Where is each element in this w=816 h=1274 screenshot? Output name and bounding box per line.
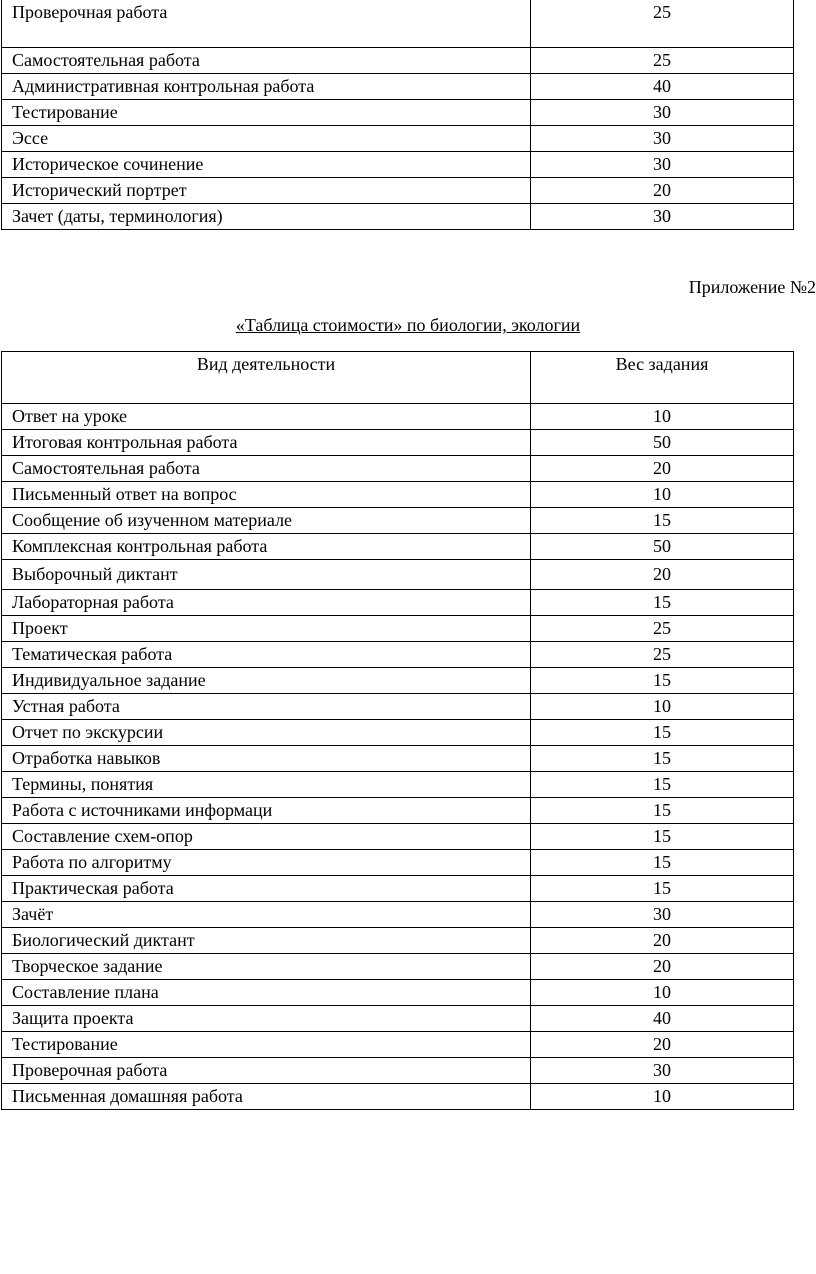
history-weights-table — [1, 0, 794, 230]
table-row — [2, 902, 794, 928]
activity-cell: Административная контрольная работа — [2, 74, 531, 100]
table-row — [2, 876, 794, 902]
table-row — [2, 534, 794, 560]
table-row — [2, 1084, 794, 1110]
table-row — [2, 980, 794, 1006]
weight-cell: 40 — [531, 1006, 794, 1032]
weight-cell: 10 — [531, 980, 794, 1006]
table-row — [2, 1032, 794, 1058]
activity-cell: Индивидуальное задание — [2, 668, 531, 694]
activity-cell: Зачет (даты, терминология) — [2, 204, 531, 230]
weight-cell: 15 — [531, 720, 794, 746]
table-row — [2, 404, 794, 430]
activity-cell: Лабораторная работа — [2, 590, 531, 616]
weight-cell: 30 — [531, 204, 794, 230]
table-row — [2, 508, 794, 534]
weight-cell: 20 — [531, 560, 794, 590]
weight-cell: 20 — [531, 178, 794, 204]
table-row — [2, 456, 794, 482]
activity-cell: Ответ на уроке — [2, 404, 531, 430]
activity-cell: Письменный ответ на вопрос — [2, 482, 531, 508]
weight-cell: 25 — [531, 0, 794, 48]
weight-cell: 10 — [531, 404, 794, 430]
weight-cell: 15 — [531, 850, 794, 876]
table-row — [2, 746, 794, 772]
table-row — [2, 126, 794, 152]
table-row — [2, 74, 794, 100]
activity-cell: Тестирование — [2, 1032, 531, 1058]
table-row — [2, 1006, 794, 1032]
table-row — [2, 694, 794, 720]
table-row — [2, 642, 794, 668]
activity-cell: Творческое задание — [2, 954, 531, 980]
weight-cell: 30 — [531, 152, 794, 178]
activity-cell: Работа с источниками информаци — [2, 798, 531, 824]
table-row — [2, 720, 794, 746]
table-row — [2, 0, 794, 48]
table-row — [2, 850, 794, 876]
weight-cell: 25 — [531, 616, 794, 642]
activity-cell: Эссе — [2, 126, 531, 152]
activity-cell: Письменная домашняя работа — [2, 1084, 531, 1110]
table-title: «Таблица стоимости» по биологии, экологии — [235, 315, 581, 335]
activity-cell: Историческое сочинение — [2, 152, 531, 178]
table-row — [2, 616, 794, 642]
activity-cell: Проект — [2, 616, 531, 642]
activity-cell: Исторический портрет — [2, 178, 531, 204]
column-header-activity: Вид деятельности — [2, 352, 531, 404]
activity-cell: Составление плана — [2, 980, 531, 1006]
table-row — [2, 204, 794, 230]
weight-cell: 15 — [531, 746, 794, 772]
table-row — [2, 482, 794, 508]
table-header-row — [2, 352, 794, 404]
weight-cell: 30 — [531, 1058, 794, 1084]
table-row — [2, 1058, 794, 1084]
activity-cell: Самостоятельная работа — [2, 48, 531, 74]
weight-cell: 25 — [531, 48, 794, 74]
weight-cell: 15 — [531, 668, 794, 694]
table-row — [2, 928, 794, 954]
activity-cell: Составление схем-опор — [2, 824, 531, 850]
table-row — [2, 100, 794, 126]
table-row — [2, 48, 794, 74]
weight-cell: 15 — [531, 798, 794, 824]
activity-cell: Тематическая работа — [2, 642, 531, 668]
activity-cell: Защита проекта — [2, 1006, 531, 1032]
column-header-weight: Вес задания — [531, 352, 794, 404]
table-row — [2, 954, 794, 980]
weight-cell: 30 — [531, 100, 794, 126]
table-row — [2, 772, 794, 798]
weight-cell: 15 — [531, 772, 794, 798]
activity-cell: Тестирование — [2, 100, 531, 126]
table-row — [2, 560, 794, 590]
activity-cell: Термины, понятия — [2, 772, 531, 798]
activity-cell: Проверочная работа — [2, 0, 531, 48]
weight-cell: 20 — [531, 456, 794, 482]
weight-cell: 40 — [531, 74, 794, 100]
weight-cell: 50 — [531, 430, 794, 456]
activity-cell: Устная работа — [2, 694, 531, 720]
activity-cell: Биологический диктант — [2, 928, 531, 954]
weight-cell: 50 — [531, 534, 794, 560]
table-row — [2, 824, 794, 850]
weight-cell: 10 — [531, 482, 794, 508]
activity-cell: Самостоятельная работа — [2, 456, 531, 482]
weight-cell: 15 — [531, 508, 794, 534]
weight-cell: 20 — [531, 928, 794, 954]
activity-cell: Отработка навыков — [2, 746, 531, 772]
activity-cell: Отчет по экскурсии — [2, 720, 531, 746]
activity-cell: Зачёт — [2, 902, 531, 928]
weight-cell: 20 — [531, 954, 794, 980]
activity-cell: Работа по алгоритму — [2, 850, 531, 876]
weight-cell: 25 — [531, 642, 794, 668]
weight-cell: 10 — [531, 1084, 794, 1110]
table-row — [2, 798, 794, 824]
weight-cell: 10 — [531, 694, 794, 720]
activity-cell: Практическая работа — [2, 876, 531, 902]
weight-cell: 30 — [531, 126, 794, 152]
table-row — [2, 430, 794, 456]
activity-cell: Проверочная работа — [2, 1058, 531, 1084]
activity-cell: Итоговая контрольная работа — [2, 430, 531, 456]
table-row — [2, 590, 794, 616]
weight-cell: 15 — [531, 590, 794, 616]
weight-cell: 15 — [531, 876, 794, 902]
activity-cell: Выборочный диктант — [2, 560, 531, 590]
table-row — [2, 178, 794, 204]
activity-cell: Сообщение об изученном материале — [2, 508, 531, 534]
activity-cell: Комплексная контрольная работа — [2, 534, 531, 560]
appendix-label: Приложение №2 — [688, 277, 816, 297]
table-row — [2, 668, 794, 694]
weight-cell: 30 — [531, 902, 794, 928]
weight-cell: 15 — [531, 824, 794, 850]
table-row — [2, 152, 794, 178]
biology-weights-table — [1, 351, 794, 1110]
weight-cell: 20 — [531, 1032, 794, 1058]
